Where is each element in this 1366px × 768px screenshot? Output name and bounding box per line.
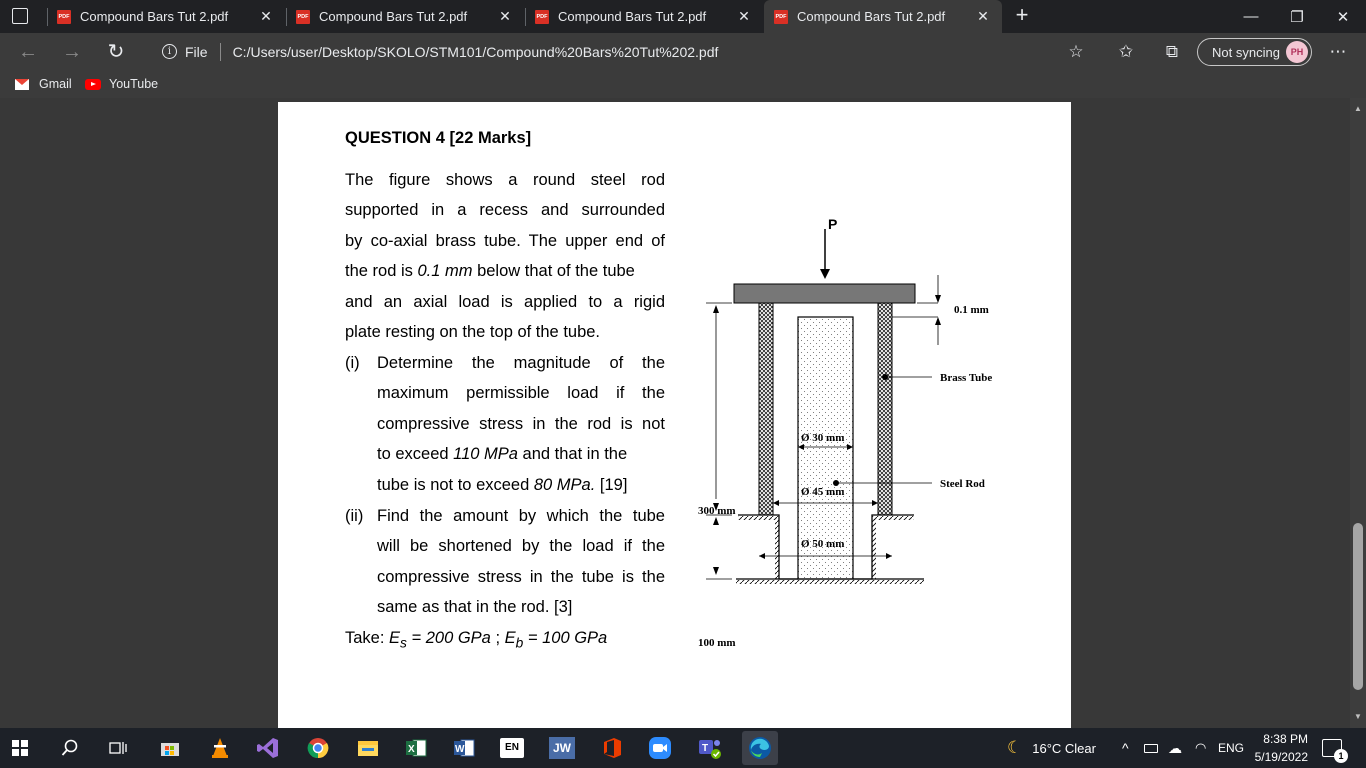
part-1-marker: (i) bbox=[345, 354, 360, 372]
recess-left bbox=[738, 515, 798, 579]
language-badge: EN bbox=[500, 738, 524, 758]
part-1-line-2: maximum permissible load if the bbox=[377, 384, 665, 402]
notification-count-badge: 1 bbox=[1334, 749, 1348, 763]
dim-100-label: 100 mm bbox=[698, 637, 736, 649]
scheme-label: File bbox=[185, 43, 208, 60]
intro-line-2: supported in a recess and surrounded bbox=[345, 201, 665, 219]
teams-icon[interactable] bbox=[696, 734, 724, 762]
ground-hatch bbox=[775, 519, 779, 579]
wifi-icon[interactable]: ◠ bbox=[1195, 740, 1207, 755]
gap-label: 0.1 mm bbox=[954, 304, 989, 316]
weather-widget[interactable] bbox=[1007, 728, 1096, 768]
clock-date: 5/19/2022 bbox=[1254, 750, 1308, 764]
part-1-line-3: compressive stress in the rod is not bbox=[377, 415, 665, 433]
url-text[interactable]: C:/Users/user/Desktop/SKOLO/STM101/Compound%20Bars%20Tut%202.pdf bbox=[232, 43, 719, 60]
load-label: P bbox=[828, 216, 838, 232]
language-en-icon[interactable] bbox=[498, 734, 526, 762]
scroll-down-icon[interactable]: ▼ bbox=[1354, 712, 1362, 721]
favorites-icon[interactable]: ✩ bbox=[1118, 42, 1134, 61]
dim-50-label: Ø 50 mm bbox=[801, 538, 845, 550]
dim-300-label: 300 mm bbox=[698, 505, 736, 517]
task-view-icon[interactable] bbox=[104, 734, 132, 762]
minimize-icon[interactable]: — bbox=[1243, 8, 1259, 25]
favorite-label: Gmail bbox=[39, 77, 72, 91]
tab-strip bbox=[0, 0, 1366, 33]
dim-45-label: Ø 45 mm bbox=[801, 486, 845, 498]
more-menu-icon[interactable]: ⋯ bbox=[1329, 42, 1347, 61]
pdf-page bbox=[278, 102, 1071, 728]
pdf-icon: PDF bbox=[535, 10, 549, 24]
weather-text: 16°C Clear bbox=[1032, 740, 1096, 756]
file-explorer-icon[interactable] bbox=[354, 734, 382, 762]
notification-center-icon[interactable] bbox=[1322, 728, 1342, 768]
show-hidden-icons-icon[interactable]: ^ bbox=[1122, 740, 1129, 756]
part-2-line-2: will be shortened by the load if the bbox=[377, 537, 665, 555]
pdf-viewer[interactable] bbox=[0, 98, 1366, 728]
pdf-icon: PDF bbox=[296, 10, 310, 24]
tab-1[interactable] bbox=[47, 0, 285, 33]
part-1-line-5: tube is not to exceed 80 MPa. [19] bbox=[377, 476, 628, 494]
rigid-plate bbox=[734, 284, 915, 303]
jw-badge: JW bbox=[549, 737, 575, 759]
jw-icon[interactable] bbox=[548, 734, 576, 762]
tab-title: Compound Bars Tut 2.pdf bbox=[558, 9, 707, 24]
tab-actions-menu-icon[interactable] bbox=[12, 8, 28, 24]
search-icon[interactable] bbox=[56, 734, 84, 762]
tab-separator bbox=[525, 8, 526, 26]
collections-icon[interactable]: ⧉ bbox=[1165, 42, 1179, 61]
clock[interactable] bbox=[1252, 728, 1308, 768]
close-tab-icon[interactable]: ✕ bbox=[499, 8, 511, 24]
close-tab-icon[interactable]: ✕ bbox=[977, 8, 989, 24]
part-1-line-4: to exceed 110 MPa and that in the bbox=[377, 445, 628, 463]
battery-icon[interactable] bbox=[1144, 728, 1158, 768]
favorite-label: YouTube bbox=[109, 77, 159, 91]
pdf-icon: PDF bbox=[774, 10, 788, 24]
visual-studio-icon[interactable] bbox=[254, 734, 282, 762]
part-2-line-3: compressive stress in the tube is the bbox=[377, 568, 665, 586]
pdf-icon: PDF bbox=[57, 10, 71, 24]
gmail-icon bbox=[15, 79, 29, 90]
intro-line-4: the rod is 0.1 mm below that of the tube bbox=[345, 262, 635, 280]
language-indicator[interactable]: ENG bbox=[1218, 741, 1245, 755]
moon-icon: ☾ bbox=[1007, 738, 1023, 757]
part-2-line-4: same as that in the rod. [3] bbox=[377, 598, 573, 616]
part-1-line-1: Determine the magnitude of the bbox=[377, 354, 665, 372]
avatar: PH bbox=[1286, 41, 1308, 63]
close-tab-icon[interactable]: ✕ bbox=[260, 8, 272, 24]
tab-3[interactable] bbox=[525, 0, 763, 33]
ground-hatch bbox=[736, 580, 924, 584]
add-favorite-icon[interactable]: ☆ bbox=[1068, 42, 1084, 61]
ground-hatch bbox=[872, 516, 914, 520]
microsoft-store-icon[interactable] bbox=[156, 734, 184, 762]
youtube-icon bbox=[85, 79, 101, 90]
part-2-line-1: Find the amount by which the tube bbox=[377, 507, 665, 525]
svg-text:W: W bbox=[455, 744, 465, 755]
tab-title: Compound Bars Tut 2.pdf bbox=[80, 9, 229, 24]
sync-status-label: Not syncing bbox=[1212, 44, 1280, 60]
ground-hatch bbox=[872, 519, 876, 579]
forward-arrow-icon[interactable]: → bbox=[62, 41, 82, 63]
favorite-gmail[interactable] bbox=[15, 76, 72, 92]
office-icon[interactable] bbox=[598, 734, 626, 762]
close-tab-icon[interactable]: ✕ bbox=[738, 8, 750, 24]
scroll-up-icon[interactable]: ▲ bbox=[1354, 104, 1362, 113]
restore-icon[interactable]: ❐ bbox=[1290, 8, 1304, 26]
vertical-scrollbar[interactable] bbox=[1350, 98, 1366, 728]
tab-2[interactable] bbox=[286, 0, 524, 33]
address-bar[interactable] bbox=[148, 37, 1098, 66]
recess-right bbox=[853, 515, 914, 579]
scroll-thumb[interactable] bbox=[1353, 523, 1363, 690]
svg-text:X: X bbox=[408, 744, 415, 755]
question-title: QUESTION 4 [22 Marks] bbox=[345, 129, 532, 147]
brass-tube-left-wall bbox=[759, 303, 773, 515]
tab-separator bbox=[47, 8, 48, 26]
back-arrow-icon[interactable]: ← bbox=[18, 41, 38, 63]
profile-sync-button[interactable] bbox=[1197, 38, 1312, 66]
close-window-icon[interactable]: ✕ bbox=[1336, 8, 1350, 26]
onedrive-cloud-icon[interactable]: ☁ bbox=[1168, 739, 1182, 756]
brass-tube-label: Brass Tube bbox=[940, 372, 993, 384]
ground-hatch bbox=[738, 516, 779, 520]
omnibox-divider bbox=[220, 43, 221, 61]
chrome-icon[interactable] bbox=[304, 734, 332, 762]
intro-line-6: plate resting on the top of the tube. bbox=[345, 323, 601, 341]
info-icon[interactable]: i bbox=[162, 44, 177, 59]
windows-taskbar bbox=[0, 728, 1366, 768]
clock-time: 8:38 PM bbox=[1263, 732, 1308, 746]
favorite-youtube[interactable] bbox=[85, 76, 158, 92]
favorites-bar bbox=[0, 70, 1366, 98]
intro-line-3: by co-axial brass tube. The upper end of bbox=[345, 232, 665, 250]
intro-line-5: and an axial load is applied to a rigid bbox=[345, 293, 665, 311]
new-tab-icon[interactable]: + bbox=[1015, 2, 1029, 27]
address-toolbar bbox=[0, 33, 1366, 70]
intro-line-1: The figure shows a round steel rod bbox=[345, 171, 665, 189]
windows-start-icon[interactable] bbox=[6, 734, 34, 762]
excel-icon[interactable] bbox=[402, 734, 430, 762]
zoom-icon[interactable] bbox=[646, 734, 674, 762]
part-2-marker: (ii) bbox=[345, 507, 364, 525]
tab-separator bbox=[286, 8, 287, 26]
edge-icon[interactable] bbox=[742, 731, 778, 765]
steel-rod-label: Steel Rod bbox=[940, 478, 985, 490]
load-arrowhead bbox=[820, 269, 830, 279]
refresh-icon[interactable]: ↻ bbox=[107, 41, 125, 63]
tab-title: Compound Bars Tut 2.pdf bbox=[797, 9, 946, 24]
tab-4-active[interactable] bbox=[764, 0, 1002, 33]
dim-30-label: Ø 30 mm bbox=[801, 432, 845, 444]
word-icon[interactable] bbox=[450, 734, 478, 762]
tab-title: Compound Bars Tut 2.pdf bbox=[319, 9, 468, 24]
vlc-icon[interactable] bbox=[206, 734, 234, 762]
take-constants-line: Take: $E_s = 200$ GPa ; $E_b = 100$ GPa bbox=[345, 629, 608, 651]
compound-bar-figure bbox=[692, 207, 1012, 649]
svg-text:T: T bbox=[702, 743, 709, 754]
